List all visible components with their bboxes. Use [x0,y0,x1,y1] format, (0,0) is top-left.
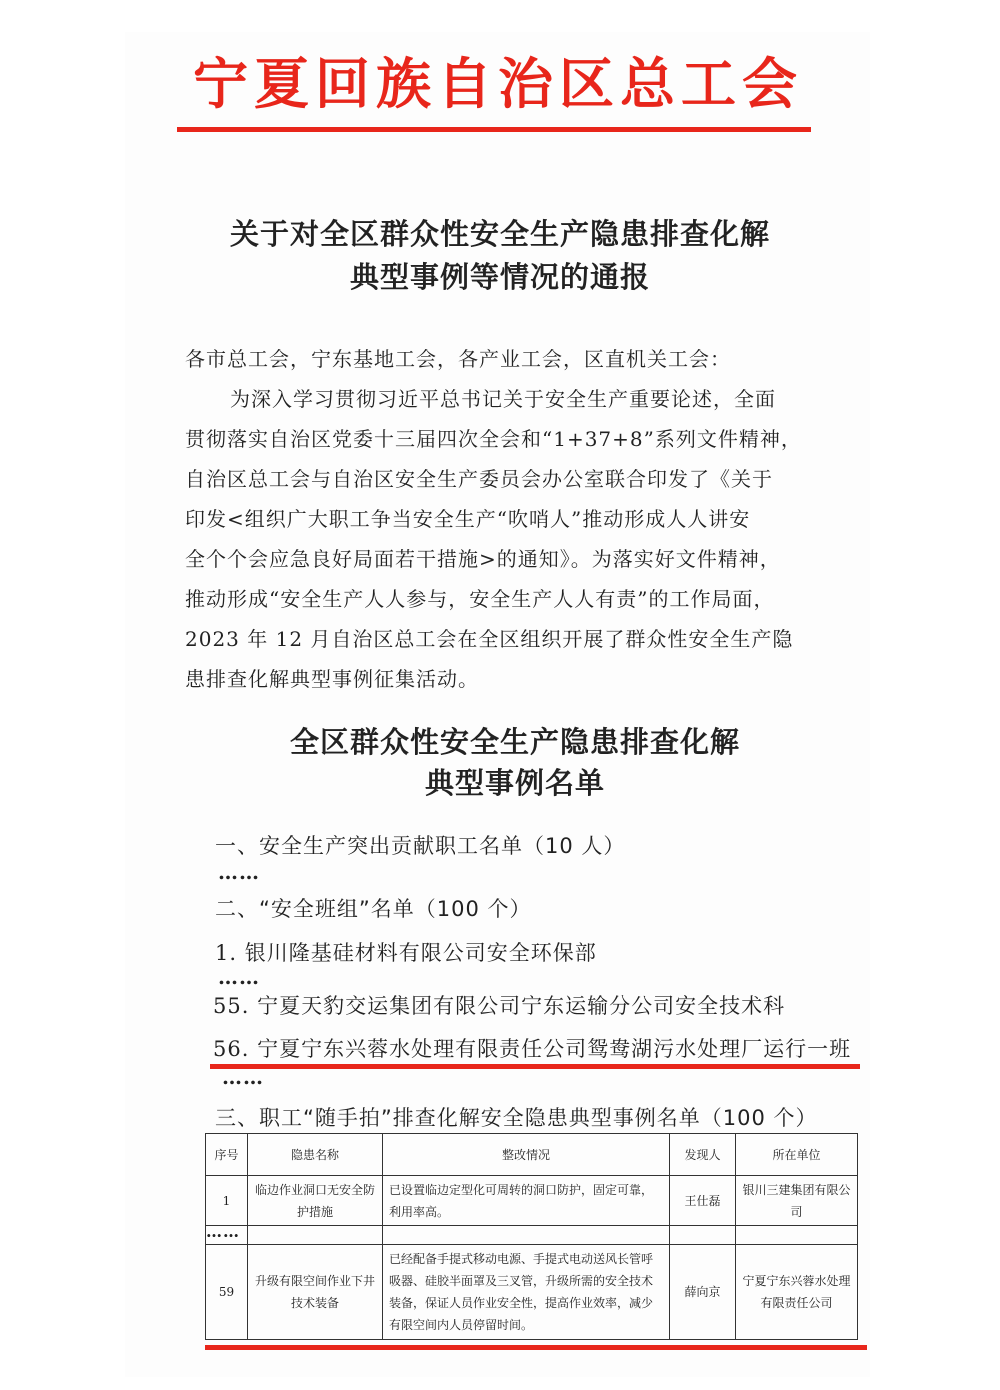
section-2-heading: 二、“安全班组”名单（100 个） [215,897,532,921]
table-row [206,1176,858,1226]
column-header: 隐患名称 [248,1134,383,1176]
cell-unit: 银川三建集团有限公司 [736,1176,858,1226]
notice-paragraph-line: 患排查化解典型事例征集活动。 [185,667,479,691]
column-header: 发现人 [670,1134,736,1176]
notice-paragraph-line: 推动形成“安全生产人人参与，安全生产人人有责”的工作局面， [185,587,775,611]
cell-fix: 已经配备手提式移动电源、手提式电动送风长管呼吸器、硅胶半面罩及三叉管，升级所需的安全技术装备，保证人员作业安全性，提高作业效率，减少有限空间内人员停留时间。 [383,1245,670,1340]
column-header: 所在单位 [736,1134,858,1176]
list-item-highlighted: 56. 宁夏宁东兴蓉水处理有限责任公司鸳鸯湖污水处理厂运行一班 [213,1037,852,1061]
notice-paragraph-line: 为深入学习贯彻习近平总书记关于安全生产重要论述，全面 [230,387,776,411]
ellipsis: …… [218,965,260,989]
cell-hazard: 临边作业洞口无安全防护措施 [248,1176,383,1226]
red-underline [205,1345,867,1350]
notice-title-line-2: 典型事例等情况的通报 [349,260,650,294]
notice-paragraph-line: 2023 年 12 月自治区总工会在全区组织开展了群众性安全生产隐 [185,627,794,651]
notice-addressee: 各市总工会，宁东基地工会，各产业工会，区直机关工会： [185,347,731,371]
ellipsis: …… [222,1065,264,1089]
list-item: 55. 宁夏天豹交运集团有限公司宁东运输分公司安全技术科 [213,994,786,1018]
cell-finder: 薛向京 [670,1245,736,1340]
table-header-row [206,1134,858,1176]
notice-paragraph-line: 印发<组织广大职工争当安全生产“吹哨人”推动形成人人讲安 [185,507,751,531]
letterhead-red-rule [177,127,811,132]
notice-title-line-1: 关于对全区群众性安全生产隐患排查化解 [229,217,770,251]
column-header: 整改情况 [383,1134,670,1176]
notice-paragraph-line: 全个个会应急良好局面若干措施>的通知》。为落实好文件精神， [185,547,781,571]
list-title-line-2: 典型事例名单 [424,766,605,800]
section-3-heading: 三、职工“随手拍”排查化解安全隐患典型事例名单（100 个） [215,1106,818,1130]
cell-no: 1 [206,1176,248,1226]
table-row [206,1245,858,1340]
table-gap-row [206,1226,858,1245]
column-header: 序号 [206,1134,248,1176]
cell-hazard: 升级有限空间作业下井技术装备 [248,1245,383,1340]
list-item: 1. 银川隆基硅材料有限公司安全环保部 [215,941,597,965]
list-title-line-1: 全区群众性安全生产隐患排查化解 [289,725,740,759]
org-letterhead-title: 宁夏回族自治区总工会 [192,52,803,116]
notice-paragraph-line: 自治区总工会与自治区安全生产委员会办公室联合印发了《关于 [185,467,773,491]
notice-paragraph-line: 贯彻落实自治区党委十三届四次全会和“1+37+8”系列文件精神， [185,427,802,451]
ellipsis: …… [206,1222,240,1241]
cell-finder: 王仕磊 [670,1176,736,1226]
hazard-cases-table [205,1133,858,1340]
ellipsis: …… [218,860,260,884]
cell-no: 59 [206,1245,248,1340]
red-underline [210,1064,860,1069]
cell-fix: 已设置临边定型化可周转的洞口防护，固定可靠，利用率高。 [383,1176,670,1226]
section-1-heading: 一、安全生产突出贡献职工名单（10 人） [215,834,626,858]
cell-unit: 宁夏宁东兴蓉水处理有限责任公司 [736,1245,858,1340]
